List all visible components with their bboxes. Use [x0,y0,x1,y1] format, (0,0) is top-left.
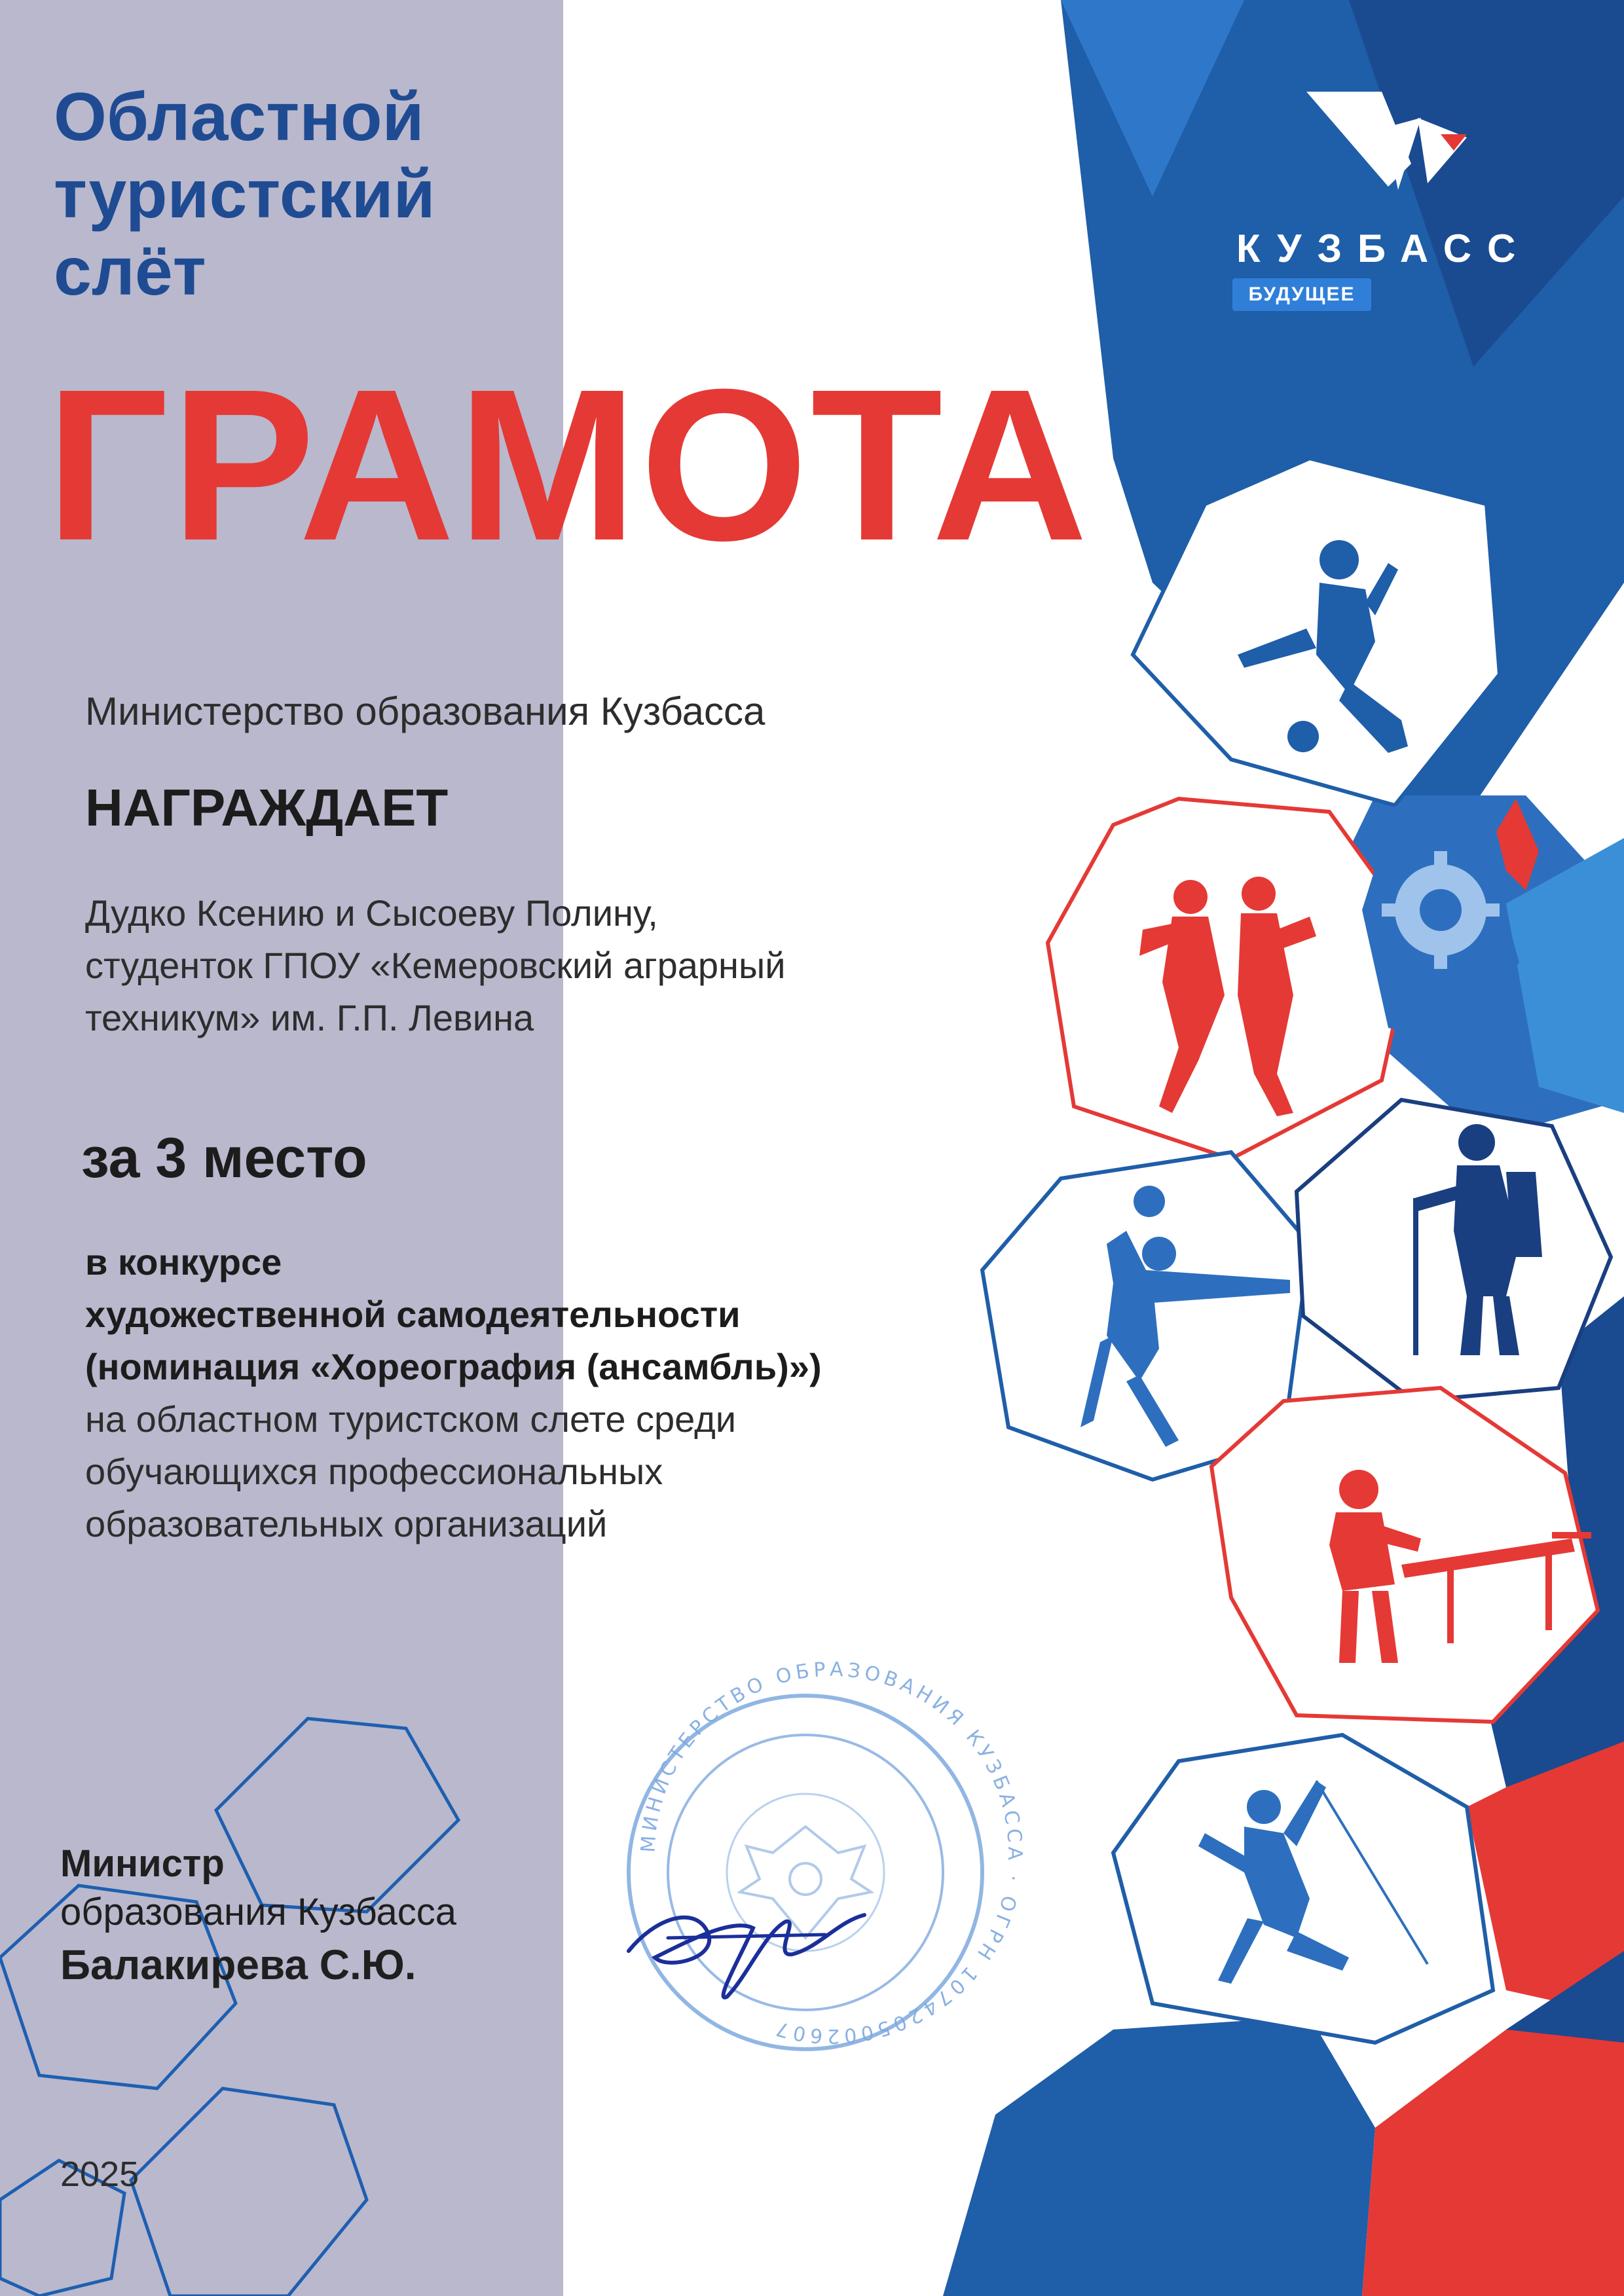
logo-badge: БУДУЩЕЕ [1232,278,1371,311]
signatory-position: Министр [60,1842,225,1885]
logo-wordmark: КУЗБАСС [1236,227,1532,270]
signatory-name: Балакирева С.Ю. [60,1941,416,1988]
svg-text:МИНИСТЕРСТВО ОБРАЗОВАНИЯ КУЗБА [637,1658,1027,2048]
recipient-line: техникум» им. Г.П. Левина [85,997,534,1038]
issuer-name: Министерство образования Кузбасса [85,689,766,733]
award-verb: НАГРАЖДАЕТ [85,778,449,837]
contest-line-bold: в конкурсе [85,1241,282,1283]
seal-text: МИНИСТЕРСТВО ОБРАЗОВАНИЯ КУЗБАССА · ОГРН 1074205002607 [637,1658,1027,2048]
contest-line: образовательных организаций [85,1503,608,1544]
year: 2025 [60,2155,139,2194]
recipient-line: студенток ГПОУ «Кемеровский аграрный [85,945,786,986]
award-place: за 3 место [81,1127,367,1190]
handwritten-signature [629,1915,864,1997]
event-title-line: туристский [54,156,435,232]
signatory-position: образования Кузбасса [60,1891,457,1933]
document-title: ГРАМОТА [46,344,1091,585]
event-title-line: Областной [54,79,424,155]
recipient-line: Дудко Ксению и Сысоеву Полину, [85,892,658,934]
contest-line: на областном туристском слете среди [85,1398,737,1440]
event-title-line: слёт [54,234,206,310]
contest-line: обучающихся профессиональных [85,1451,663,1492]
contest-line-bold: (номинация «Хореография (ансамбль)») [85,1346,822,1387]
contest-line-bold: художественной самодеятельности [85,1294,741,1335]
